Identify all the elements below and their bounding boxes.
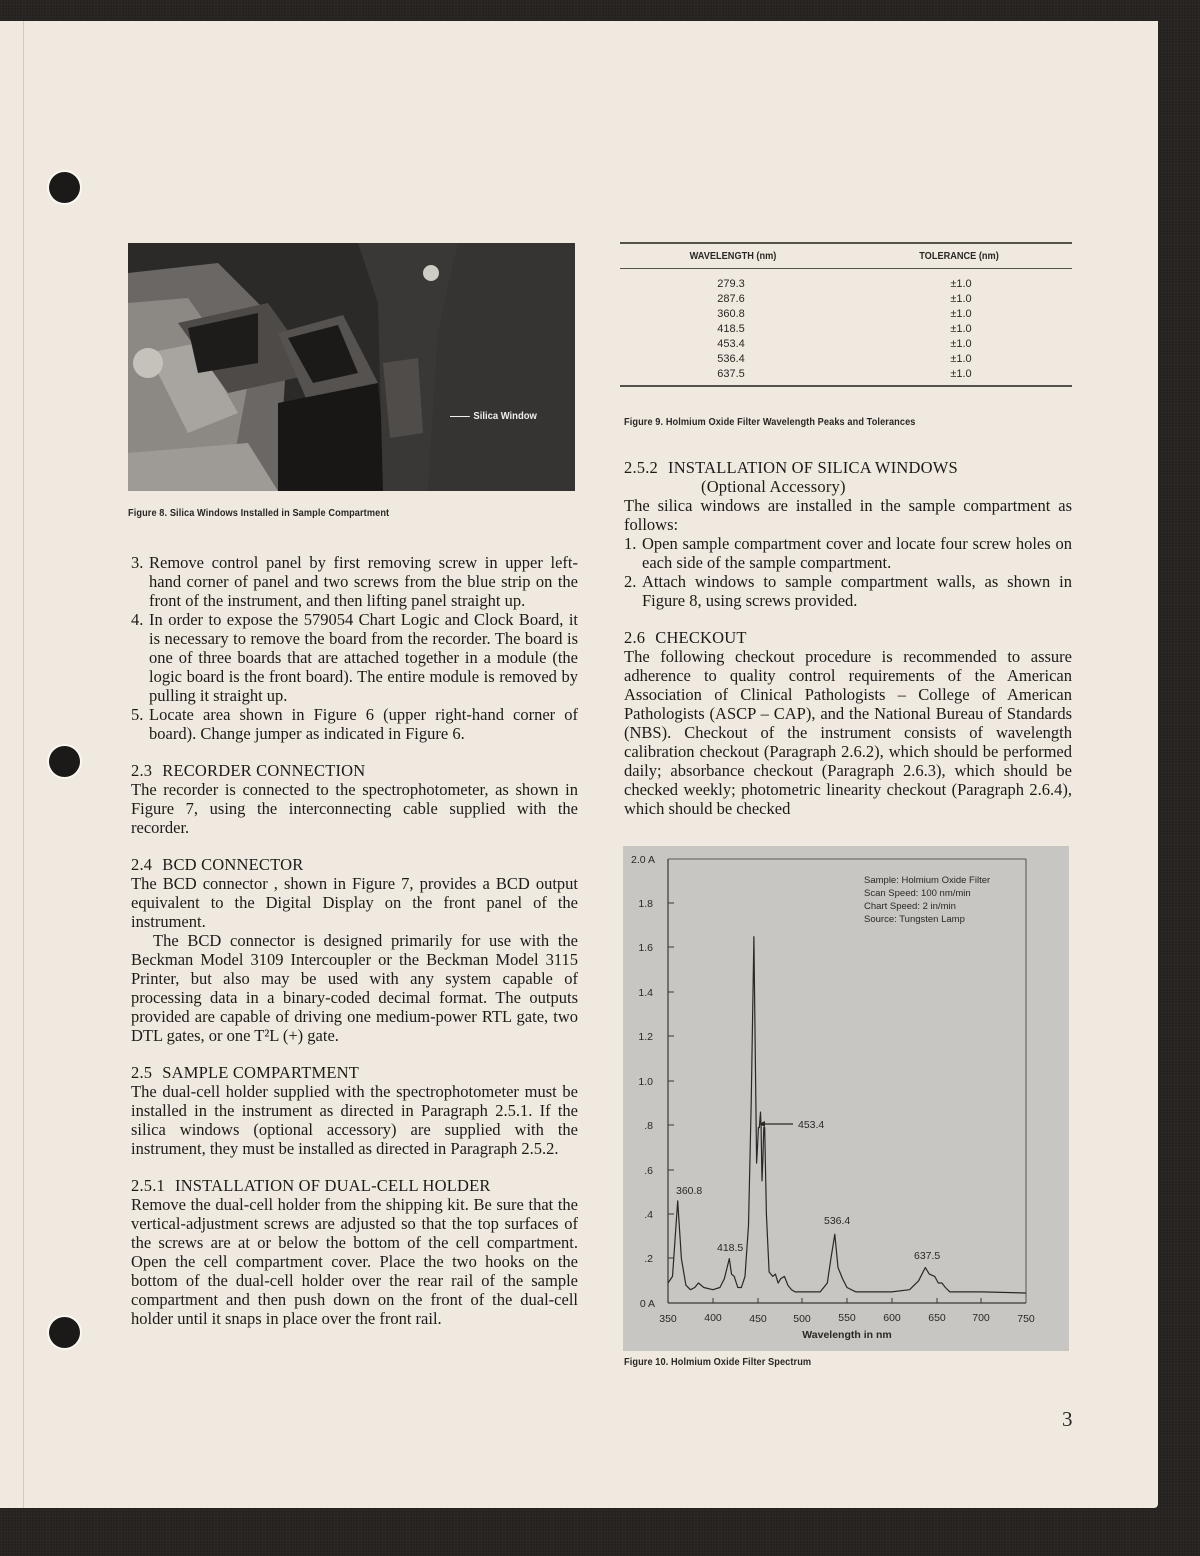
tolerance-cell: ±1.0 [950,277,972,290]
wavelength-cell: 536.4 [717,352,745,365]
step-number: 4. [131,610,144,629]
list-item [131,553,578,610]
step-number: 1. [624,534,637,553]
tolerance-cell: ±1.0 [950,292,972,305]
y-tick-label: 2.0 A [631,854,655,866]
section-body-2-5-1: Remove the dual-cell holder from the shipping kit. Be sure that the vertical-adjustment screws are adjusted so that the top surfaces of the screws are at or below the bottom of the cell compartment. Open the cell compartment cover. Place the two hooks on the bottom of the dual-cell holder over the rear rail of the sample compartment and then push down on the front of the dual-cell holder until it snaps in place over the front rail. [131,1195,578,1328]
peak-label: 418.5 [717,1242,744,1254]
y-tick-label: .8 [644,1120,653,1132]
legend-line: Sample: Holmium Oxide Filter [864,875,991,886]
silica-window-label: Silica Window [450,410,537,422]
y-tick-label: .6 [644,1165,653,1177]
figure8-photo [128,243,575,491]
step-number: 3. [131,553,144,572]
wavelength-cell: 279.3 [717,277,745,290]
y-tick-label: 1.2 [638,1031,653,1043]
spacer [131,837,578,855]
section-number: 2.5.2 [624,458,658,477]
section-heading-2-5-1 [131,1176,578,1195]
x-tick-label: 600 [883,1312,901,1324]
figure10-caption: Figure 10. Holmium Oxide Filter Spectrum [624,1357,812,1368]
peak-label: 536.4 [824,1215,851,1227]
wavelength-cell: 287.6 [717,292,745,305]
y-tick-label: 1.0 [638,1076,653,1088]
tolerance-cell: ±1.0 [950,352,972,365]
punch-hole-icon [49,1317,80,1348]
sample-compartment-photo [128,243,575,491]
section-body-2-4-p1: The BCD connector , shown in Figure 7, provides a BCD output equivalent to the Digital Display on the front panel of the instrument. [131,874,578,931]
table-row [620,306,1072,321]
left-column [131,553,578,1328]
x-tick-label: 550 [838,1312,856,1324]
spectrum-plot [623,846,1069,1351]
tolerance-cell: ±1.0 [950,367,972,380]
table-row [620,336,1072,351]
section-title: INSTALLATION OF SILICA WINDOWS [668,458,958,477]
peak-label: 637.5 [914,1250,941,1262]
step-text: In order to expose the 579054 Chart Logic and Clock Board, it is necessary to remove the board from the recorder. The board is one of three boards that are attached together in a module (the logic board is the front board). The entire module is removed by pulling it straight up. [149,610,578,705]
section-body-2-5: The dual-cell holder supplied with the spectrophotometer must be installed in the instrument as directed in Paragraph 2.5.1. If the silica windows (optional accessory) are supplied with the instrument, they must be installed as directed in Paragraph 2.5.2. [131,1082,578,1158]
section-number: 2.4 [131,855,153,874]
legend-line: Source: Tungsten Lamp [864,914,965,925]
punch-hole-icon [49,746,80,777]
spacer [131,1158,578,1176]
x-tick-label: 400 [704,1312,722,1324]
binding-edge-line [23,21,24,1508]
section-number: 2.5.1 [131,1176,165,1195]
tolerance-cell: ±1.0 [950,307,972,320]
step-text: Locate area shown in Figure 6 (upper right-hand corner of board). Change jumper as indicated in Figure 6. [149,705,578,743]
column-header-tolerance: TOLERANCE (nm) [919,250,999,262]
peak-label: 453.4 [798,1119,825,1131]
section-subtitle: (Optional Accessory) [701,477,846,496]
step-number: 5. [131,705,144,724]
list-item [131,705,578,743]
x-tick-labels [659,1312,1035,1325]
step-text: Open sample compartment cover and locate four screw holes on each side of the sample compartment. [642,534,1072,572]
table-row [620,291,1072,306]
table-row [620,321,1072,336]
x-axis-label: Wavelength in nm [802,1329,892,1341]
spectrum-line [668,937,1026,1293]
step-number: 2. [624,572,637,591]
section-title: INSTALLATION OF DUAL-CELL HOLDER [175,1176,491,1195]
section-body-2-3: The recorder is connected to the spectrophotometer, as shown in Figure 7, using the interconnecting cable supplied with the recorder. [131,780,578,837]
section-title: BCD CONNECTOR [162,855,304,874]
tolerance-cell: ±1.0 [950,322,972,335]
figure10-chart [623,846,1069,1351]
list-item [624,534,1072,572]
figure8-caption: Figure 8. Silica Windows Installed in Sample Compartment [128,508,390,519]
section-title: RECORDER CONNECTION [162,761,366,780]
y-tick-label: .4 [644,1209,653,1221]
spacer [624,610,1072,628]
step-text: Remove control panel by first removing screw in upper left-hand corner of panel and two screws from the blue strip on the front of the instrument, and then lifting panel straight up. [149,553,578,610]
legend-line: Chart Speed: 2 in/min [864,901,956,912]
chart-legend [864,875,990,925]
y-tick-label: 1.4 [638,987,653,999]
section-intro-2-5-2: The silica windows are installed in the sample compartment as follows: [624,496,1072,534]
section-number: 2.6 [624,628,646,647]
section-heading-2-5 [131,1063,578,1082]
section-heading-2-3 [131,761,578,780]
tolerance-cell: ±1.0 [950,337,972,350]
step-text: Attach windows to sample compartment walls, as shown in Figure 8, using screws provided. [642,572,1072,610]
table-header [620,244,1072,268]
section-heading-2-6 [624,628,1072,647]
x-tick-label: 750 [1017,1313,1035,1325]
table-row [620,351,1072,366]
wavelength-cell: 637.5 [717,367,745,380]
wavelength-cell: 418.5 [717,322,745,335]
section-number: 2.5 [131,1063,153,1082]
x-tick-label: 450 [749,1313,767,1325]
x-tick-label: 700 [972,1312,990,1324]
x-tick-label: 350 [659,1313,677,1325]
x-tick-label: 650 [928,1312,946,1324]
right-column [624,458,1072,818]
y-tick-label: 0 A [639,1298,655,1310]
table-bottom-rule [620,385,1072,387]
wavelength-cell: 453.4 [717,337,745,350]
y-tick-label: 1.8 [638,898,653,910]
wavelength-cell: 360.8 [717,307,745,320]
figure9-table [620,242,1072,387]
section-body-2-6: The following checkout procedure is recommended to assure adherence to quality control requirements of the American Association of Clinical Pathologists – College of American Pathologists (ASCP – CAP), and the National Bureau of Standards (NBS). Checkout of the instrument consists of wavelength calibration checkout (Paragraph 2.6.2), which should be performed daily; absorbance checkout (Paragraph 2.6.3), which should be checked weekly; photometric linearity checkout (Paragraph 2.6.4), which should be checked [624,647,1072,818]
section-body-2-4-p2: The BCD connector is designed primarily for use with the Beckman Model 3109 Intercoupler or the Beckman Model 3115 Printer, but also may be used with any system capable of processing data in a binary-coded decimal format. The outputs provided are capable of driving one medium-power RTL gate, two DTL gates, or one T²L (+) gate. [131,931,578,1045]
section-title: SAMPLE COMPARTMENT [162,1063,360,1082]
figure9-caption: Figure 9. Holmium Oxide Filter Wavelength Peaks and Tolerances [624,417,916,428]
peak-labels [676,1119,940,1262]
list-item [624,572,1072,610]
spacer [131,743,578,761]
column-header-wavelength: WAVELENGTH (nm) [689,250,777,262]
page-number: 3 [1062,1407,1073,1431]
section-heading-2-5-2 [624,458,1072,477]
silica-steps-list [624,534,1072,610]
x-tick-label: 500 [793,1313,811,1325]
y-tick-label: .2 [644,1253,653,1265]
y-ticks [668,903,674,1258]
peak-label: 360.8 [676,1185,703,1197]
x-ticks [713,1298,981,1303]
table-row [620,366,1072,381]
section-heading-2-4 [131,855,578,874]
y-tick-labels [631,854,655,1310]
punch-hole-icon [49,172,80,203]
table-row [620,276,1072,291]
legend-line: Scan Speed: 100 nm/min [864,888,971,899]
y-tick-label: 1.6 [638,942,653,954]
section-title: CHECKOUT [655,628,747,647]
list-item [131,610,578,705]
table-body [620,269,1072,385]
recorder-steps-list [131,553,578,743]
section-number: 2.3 [131,761,153,780]
spacer [131,1045,578,1063]
